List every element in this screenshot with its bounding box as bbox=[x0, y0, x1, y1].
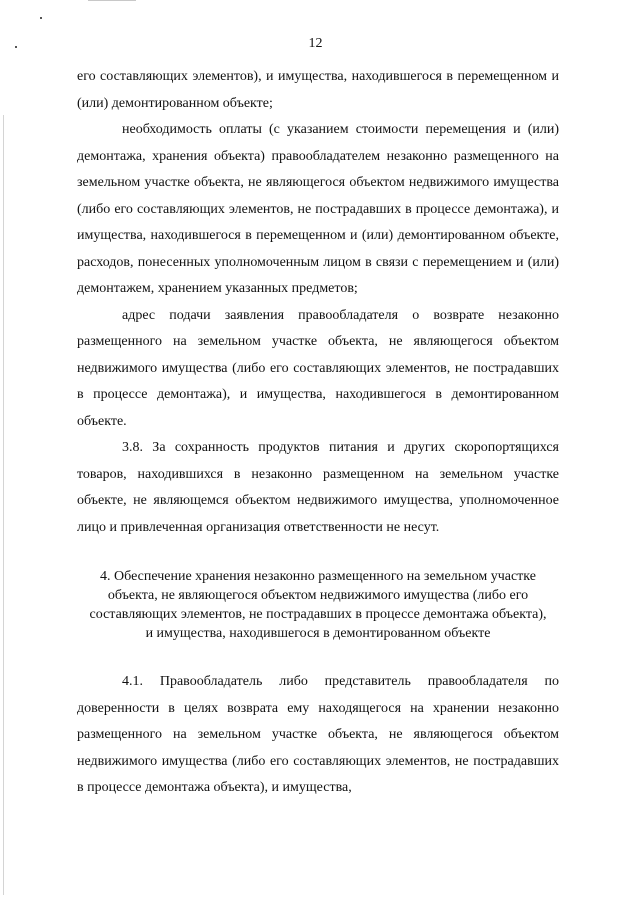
paragraph-payment-notice: необходимость оплаты (с указанием стоимости перемещения и (или) демонтажа, хранения объекта) правообладателем незаконно размещенного на земельном участке объекта, не являющегося объектом недвижимого имущества (либо его составляющих элементов, не пострадавших в процессе демонтажа), и имущества, находившегося в перемещенном и (или) демонтированном объекте, расходов, понесенных уполномоченным лицом в связи с перемещением и (или) демонтажем, хранением указанных предметов; bbox=[77, 122, 559, 296]
paragraph-continuation: его составляющих элементов), и имущества, находившегося в перемещенном и (или) демонтированном объекте; bbox=[77, 69, 559, 111]
paragraph-3-8: 3.8. За сохранность продуктов питания и других скоропортящихся товаров, находившихся в незаконно размещенном на земельном участке объекте, не являющемся объектом недвижимого имущества, уполномоченное лицо и привлеченная организация ответственности не несут. bbox=[77, 440, 559, 535]
paragraph-return-address: адрес подачи заявления правообладателя о возврате незаконно размещенного на земельном участке объекта, не являющегося объектом недвижимого имущества (либо его составляющих элементов, не пострадавших в процессе демонтажа), и имущества, находившегося в демонтированном объекте. bbox=[77, 307, 559, 429]
document-body bbox=[77, 64, 559, 802]
scan-artifact-dot bbox=[40, 17, 42, 19]
paragraph-4-1: 4.1. Правообладатель либо представитель правообладателя по доверенности в целях возврата ему находящегося на хранении незаконно размещенного на земельном участке объекта, не являющегося объектом недвижимого имущества (либо его составляющих элементов, не пострадавших в процессе демонтажа объекта), и имущества, bbox=[77, 674, 559, 795]
scan-artifact-line bbox=[88, 0, 136, 1]
section-heading-4: 4. Обеспечение хранения незаконно размещенного на земельном участке объекта, не являющегося объектом недвижимого имущества (либо его составляющих элементов, не пострадавших в процессе демонтажа объекта), и имущества, находившегося в демонтированном объекте bbox=[89, 569, 547, 641]
scan-artifact-edge bbox=[3, 115, 4, 895]
page-number: 12 bbox=[308, 36, 323, 51]
